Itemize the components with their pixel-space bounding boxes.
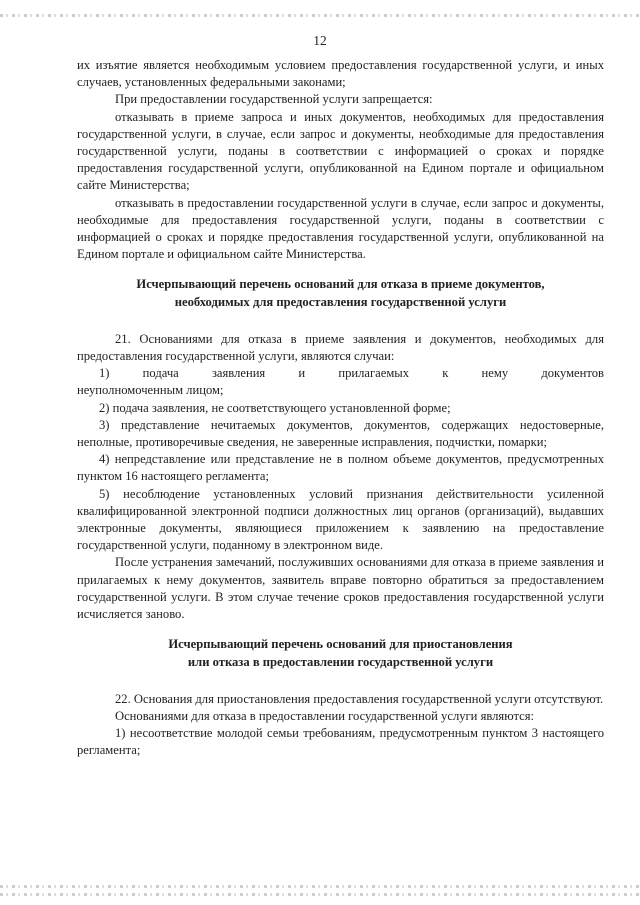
paragraph: отказывать в предоставлении государственной услуги в случае, если запрос и документы, необходимые для предоставления государственной услуги, поданы в соответствии с информацией о сроках и порядке предоставления государственной услуги, опубликованной на Едином портале и официальном сайте Министерства. [77,195,604,262]
paragraph: их изъятие является необходимым условием предоставления государственной услуги, и иных случаев, установленных федеральными законами; [77,58,604,90]
scan-artifact-bottom [0,885,640,888]
heading-line: Исчерпывающий перечень оснований для отказа в приеме документов, [136,277,545,292]
list-item-continuation: неуполномоченным лицом; [77,383,224,398]
list-item: 1) подача заявления и прилагаемых к нему документов [99,366,604,381]
list-item: 2) подача заявления, не соответствующего установленной форме; [99,400,451,415]
scan-artifact-bottom-2 [0,893,640,896]
document-body [77,57,604,760]
paragraph: 21. Основаниями для отказа в приеме заявления и документов, необходимых для предоставления государственной услуги, являются случаи: [77,331,604,364]
section-heading [77,636,604,670]
paragraph: Основаниями для отказа в предоставлении государственной услуги являются: [115,708,535,723]
page-number: 12 [313,33,327,48]
list-item: 1) несоответствие молодой семьи требованиям, предусмотренным пунктом 3 настоящего регламента; [77,726,604,758]
heading-line: Исчерпывающий перечень оснований для приостановления [168,637,513,652]
list-item: 5) несоблюдение установленных условий признания действительности усиленной квалифицированной электронной подписи должностных лиц органов (организаций), выдавших электронные документы, являющиеся приложением к заявлению на предоставление государственной услуги, поданному в электронном виде. [77,486,604,553]
list-item: 4) непредставление или представление не в полном объеме документов, предусмотренных пунктом 16 настоящего регламента; [77,452,604,484]
paragraph: отказывать в приеме запроса и иных документов, необходимых для предоставления государственной услуги, в случае, если запрос и документы, необходимые для предоставления государственной услуги, поданы в соответствии с информацией о сроках и порядке предоставления государственной услуги, опубликованной на Едином портале и официальном сайте Министерства; [77,109,604,193]
paragraph: При предоставлении государственной услуги запрещается: [115,92,433,107]
list-item: 3) представление нечитаемых документов, документов, содержащих недостоверные, неполные, противоречивые сведения, не заверенные исправления, подчистки, помарки; [77,417,604,450]
paragraph: 22. Основания для приостановления предоставления государственной услуги отсутствуют. [115,691,604,706]
scan-artifact-top [0,14,640,17]
paragraph: После устранения замечаний, послуживших основаниями для отказа в приеме заявления и прилагаемых к нему документов, заявитель вправе повторно обратиться за предоставлением государственной услуги. В этом случае течение сроков предоставления государственной услуги исчисляется заново. [77,555,604,622]
heading-line: необходимых для предоставления государственной услуги [174,294,507,309]
heading-line: или отказа в предоставлении государственной услуги [187,654,494,669]
section-heading [77,276,604,310]
